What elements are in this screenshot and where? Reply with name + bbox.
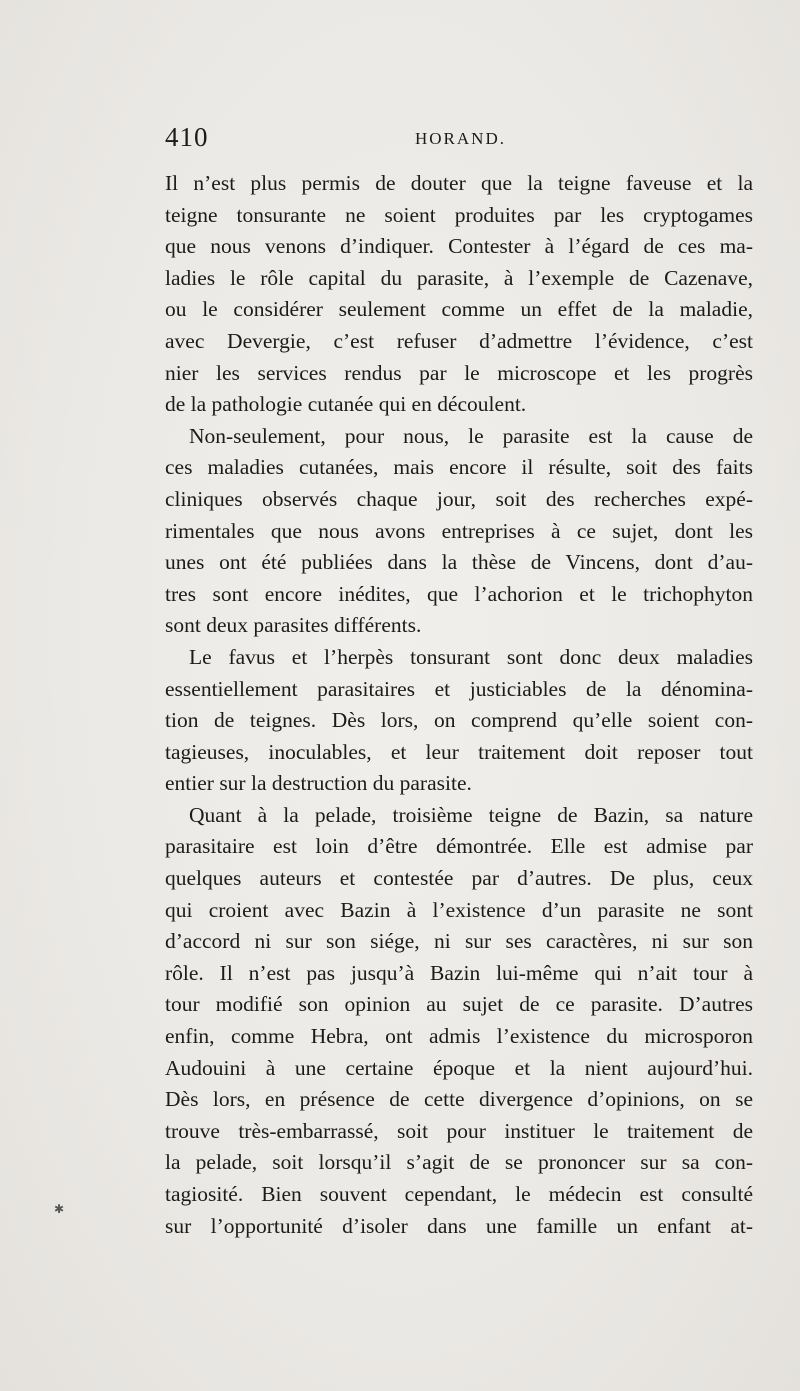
text-line: trouve très-embarrassé, soit pour instituer le traitement de <box>165 1118 753 1143</box>
text-line: Dès lors, en présence de cette divergence d’opinions, on se <box>165 1087 753 1112</box>
text-line: tres sont encore inédites, que l’achorion et le trichophyton <box>165 581 753 606</box>
paragraph <box>165 168 753 421</box>
paragraph <box>165 642 753 800</box>
text-line: ces maladies cutanées, mais encore il résulte, soit des faits <box>165 455 753 480</box>
text-line: teigne tonsurante ne soient produites par les cryptogames <box>165 202 753 227</box>
text-line: la pelade, soit lorsqu’il s’agit de se prononcer sur sa con- <box>165 1150 753 1175</box>
text-line: sont deux parasites différents. <box>165 613 422 638</box>
running-head: HORAND. <box>415 129 506 148</box>
text-line: unes ont été publiées dans la thèse de Vincens, dont d’au- <box>165 550 753 575</box>
text-line: d’accord ni sur son siége, ni sur ses caractères, ni sur son <box>165 929 753 954</box>
text-line: nier les services rendus par le microscope et les progrès <box>165 360 753 385</box>
text-line: qui croient avec Bazin à l’existence d’un parasite ne sont <box>165 897 753 922</box>
text-line: Non-seulement, pour nous, le parasite est la cause de <box>189 423 753 448</box>
text-line: tion de teignes. Dès lors, on comprend qu’elle soient con- <box>165 708 753 733</box>
text-line: tagiosité. Bien souvent cependant, le médecin est consulté <box>165 1182 753 1206</box>
text-line: Quant à la pelade, troisième teigne de Bazin, sa nature <box>189 802 753 827</box>
text-line: avec Devergie, c’est refuser d’admettre l’évidence, c’est <box>165 328 753 353</box>
paragraph <box>165 421 753 642</box>
text-line: ladies le rôle capital du parasite, à l’exemple de Cazenave, <box>165 265 753 290</box>
text-line: rôle. Il n’est pas jusqu’à Bazin lui-même qui n’ait tour à <box>165 960 753 985</box>
text-line: que nous venons d’indiquer. Contester à l’égard de ces ma- <box>165 234 753 259</box>
ink-speck-mark: ✱ <box>54 1202 65 1216</box>
text-line: tagieuses, inoculables, et leur traitement doit reposer tout <box>165 739 753 764</box>
paragraph <box>165 800 753 1242</box>
text-line: rimentales que nous avons entreprises à ce sujet, dont les <box>165 518 753 543</box>
text-line: Audouini à une certaine époque et la nient aujourd’hui. <box>165 1055 753 1080</box>
text-line: ou le considérer seulement comme un effet de la maladie, <box>165 297 753 322</box>
text-line: Le favus et l’herpès tonsurant sont donc deux maladies <box>189 644 753 669</box>
page-number: 410 <box>165 122 209 152</box>
text-line: entier sur la destruction du parasite. <box>165 771 472 796</box>
text-line: essentiellement parasitaires et justiciables de la dénomina- <box>165 676 753 701</box>
body-text <box>165 168 753 1242</box>
text-line: Il n’est plus permis de douter que la teigne faveuse et la <box>165 171 753 195</box>
text-line: sur l’opportunité d’isoler dans une famille un enfant at- <box>165 1213 753 1238</box>
text-line: cliniques observés chaque jour, soit des recherches expé- <box>165 486 753 511</box>
text-line: de la pathologie cutanée qui en découlent. <box>165 392 527 417</box>
text-line: enfin, comme Hebra, ont admis l’existence du microsporon <box>165 1024 753 1049</box>
text-line: parasitaire est loin d’être démontrée. Elle est admise par <box>165 834 753 859</box>
text-line: quelques auteurs et contestée par d’autres. De plus, ceux <box>165 866 753 891</box>
text-line: tour modifié son opinion au sujet de ce parasite. D’autres <box>165 992 753 1017</box>
page-header <box>165 122 755 158</box>
